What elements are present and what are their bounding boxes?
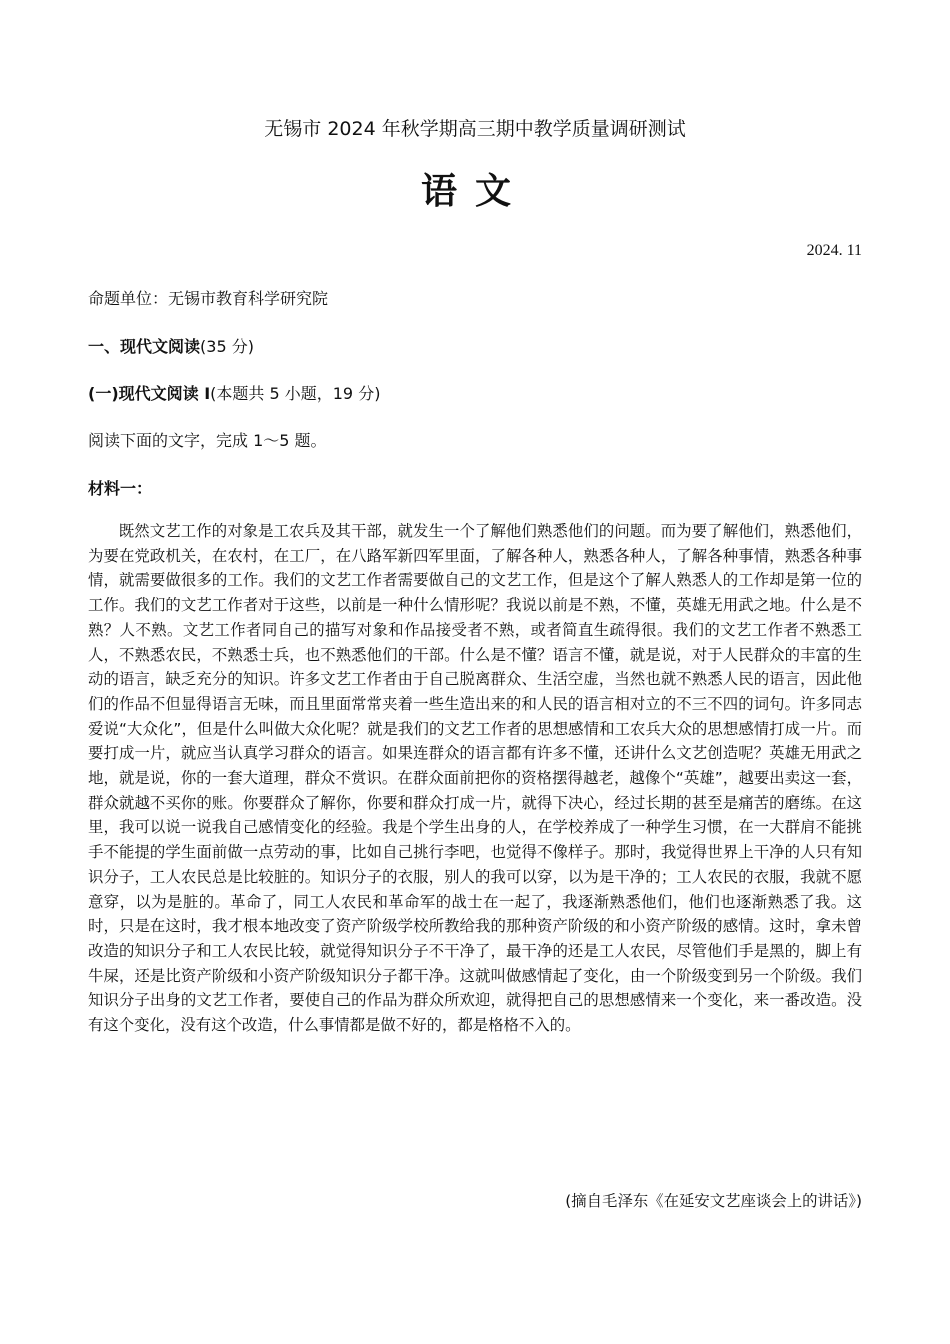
exam-date: 2024. 11 — [806, 242, 862, 259]
subsection-heading — [88, 383, 380, 405]
section-heading — [88, 336, 254, 358]
subsection-heading-note: (本题共 5 小题，19 分) — [210, 384, 381, 403]
subject-title: 语文 — [420, 171, 529, 212]
section-heading-score: (35 分) — [200, 337, 254, 356]
material-passage: 既然文艺工作的对象是工农兵及其干部，就发生一个了解他们熟悉他们的问题。而为要了解他们，熟悉他们，为要在党政机关，在农村，在工厂，在八路军新四军里面，了解各种人，熟悉各种人，了解各种事情，熟悉各种事情，就需要做很多的工作。我们的文艺工作者需要做自己的文艺工作，但是这个了解人熟悉人的工作却是第一位的工作。我们的文艺工作者对于这些，以前是一种什么情形呢？我说以前是不熟，不懂，英雄无用武之地。什么是不熟？人不熟。文艺工作者同自己的描写对象和作品接受者不熟，或者简直生疏得很。我们的文艺工作者不熟悉工人，不熟悉农民，不熟悉士兵，也不熟悉他们的干部。什么是不懂？语言不懂，就是说，对于人民群众的丰富的生动的语言，缺乏充分的知识。许多文艺工作者由于自己脱离群众、生活空虚，当然也就不熟悉人民的语言，因此他们的作品不但显得语言无味，而且里面常常夹着一些生造出来的和人民的语言相对立的不三不四的词句。许多同志爱说“大众化”，但是什么叫做大众化呢？就是我们的文艺工作者的思想感情和工农兵大众的思想感情打成一片。而要打成一片，就应当认真学习群众的语言。如果连群众的语言都有许多不懂，还讲什么文艺创造呢？英雄无用武之地，就是说，你的一套大道理，群众不赏识。在群众面前把你的资格摆得越老，越像个“英雄”，越要出卖这一套，群众就越不买你的账。你要群众了解你，你要和群众打成一片，就得下决心，经过长期的甚至是痛苦的磨练。在这里，我可以说一说我自己感情变化的经验。我是个学生出身的人，在学校养成了一种学生习惯，在一大群肩不能挑手不能提的学生面前做一点劳动的事，比如自己挑行李吧，也觉得不像样子。那时，我觉得世界上干净的人只有知识分子，工人农民总是比较脏的。知识分子的衣服，别人的我可以穿，以为是干净的；工人农民的衣服，我就不愿意穿，以为是脏的。革命了，同工人农民和革命军的战士在一起了，我逐渐熟悉他们，他们也逐渐熟悉了我。这时，只是在这时，我才根本地改变了资产阶级学校所教给我的那种资产阶级的和小资产阶级的感情。这时，拿未曾改造的知识分子和工人农民比较，就觉得知识分子不干净了，最干净的还是工人农民，尽管他们手是黑的，脚上有牛屎，还是比资产阶级和小资产阶级知识分子都干净。这就叫做感情起了变化，由一个阶级变到另一个阶级。我们知识分子出身的文艺工作者，要使自己的作品为群众所欢迎，就得把自己的思想感情来一个变化，来一番改造。没有这个变化，没有这个改造，什么事情都是做不好的，都是格格不入的。 — [88, 522, 862, 1035]
author-unit: 命题单位：无锡市教育科学研究院 — [88, 289, 329, 308]
subsection-heading-title: (一)现代文阅读 I — [88, 384, 211, 403]
exam-title: 无锡市 2024 年秋学期高三期中教学质量调研测试 — [264, 118, 686, 140]
reading-instruction: 阅读下面的文字，完成 1～5 题。 — [88, 431, 327, 450]
material-source: (摘自毛泽东《在延安文艺座谈会上的讲话》) — [565, 1192, 862, 1210]
section-heading-title: 一、现代文阅读 — [88, 337, 201, 356]
material-label: 材料一： — [88, 479, 153, 498]
